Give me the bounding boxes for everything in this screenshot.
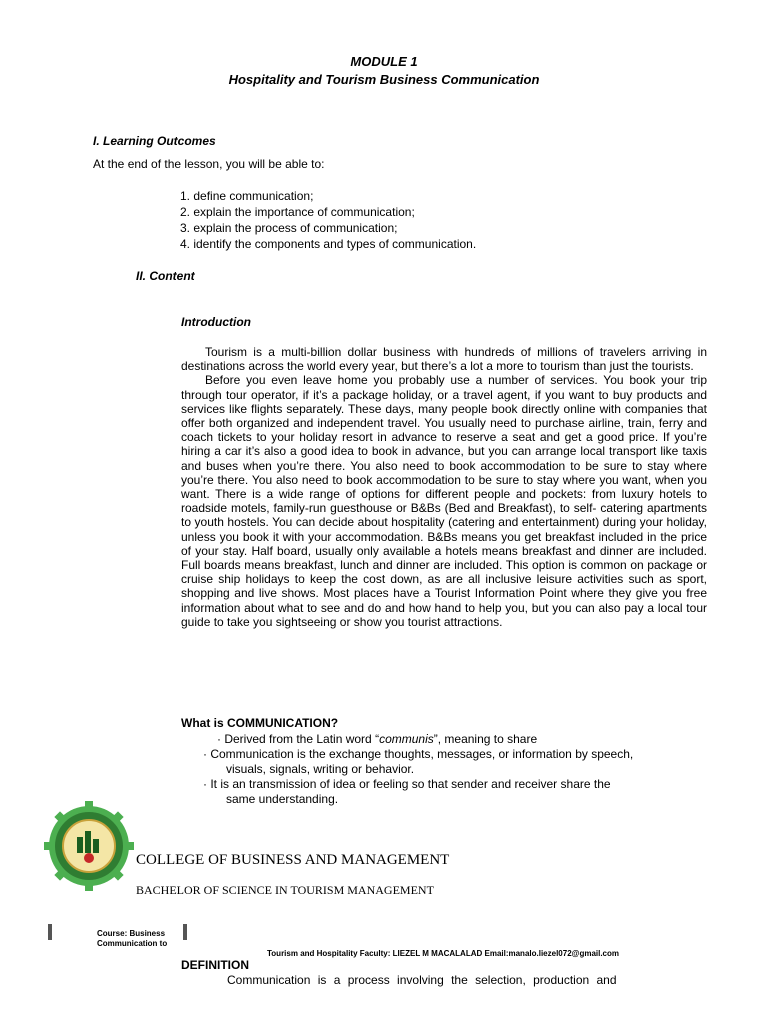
definition-heading: DEFINITION <box>181 958 249 972</box>
module-number: MODULE 1 <box>350 54 418 69</box>
decorative-bar <box>183 924 187 940</box>
program-name: BACHELOR OF SCIENCE IN TOURISM MANAGEMENT <box>136 883 434 897</box>
bullet-transmission-cont: same understanding. <box>226 792 339 806</box>
learning-outcomes-intro: At the end of the lesson, you will be able to: <box>93 157 325 171</box>
introduction-paragraph-2: Before you even leave home you probably use a number of services. You book your trip through tour operator, if it’s a package holiday, or a travel agent, if you want to buy products and services like flights separately. These days, many people book directly online with companies that offer both organized and independent travel. You usually need to purchase airline, train, ferry and coach tickets to your holiday resort in advance to reserve a seat and get a good price. If you’re hiring a car it’s also a good idea to book in advance, but you can arrange local transport like taxis and buses when you’re there. You also need to book accommodation to be sure to stay where you’re there. You also need to book accommodation to be sure to stay where you want, when you want. There is a wide range of options for different people and pockets: from luxury hotels to roadside motels, family-run guesthouse or B&Bs (Bed and Breakfast), to self- catering apartments to youth hostels. You can decide about hospitality (catering and entertainment) during your holiday, unless you book it with your accommodation. B&Bs means you get breakfast included in the price of your stay. Half board, usually only available a hotels means breakfast and dinner are included. Full boards means breakfast, lunch and dinner are included. This option is common on package or cruise ship holidays to keep the cost down, as are all inclusive leisure activities such as sport, shopping and live shows. Most places have a Tourist Information Point where they give you free information about what to see and do and how hand to help you, but you can also pay a local tour guide to take you sightseeing or show you tourist attractions. <box>181 373 707 629</box>
list-item: 2. explain the importance of communication; <box>180 205 415 219</box>
bullet-exchange: · Communication is the exchange thoughts, messages, or information by speech, <box>203 747 634 761</box>
bullet-transmission: · It is an transmission of idea or feeling so that sender and receiver share the <box>203 777 611 791</box>
course-line: Communication to <box>97 939 168 948</box>
introduction-heading: Introduction <box>181 315 251 329</box>
list-item: 3. explain the process of communication; <box>180 221 398 235</box>
bullet-latin-origin <box>217 732 537 747</box>
latin-word: communis <box>379 732 434 746</box>
learning-outcomes-heading: I. Learning Outcomes <box>93 134 216 148</box>
list-item: 4. identify the components and types of communication. <box>180 237 477 251</box>
bullet-text: ”, meaning to share <box>433 732 538 746</box>
list-item: 1. define communication; <box>180 189 314 203</box>
content-heading: II. Content <box>136 269 195 283</box>
college-name: COLLEGE OF BUSINESS AND MANAGEMENT <box>136 852 450 868</box>
faculty-info: Tourism and Hospitality Faculty: LIEZEL M MACALALAD Email:manalo.liezel072@gmail.com <box>267 949 620 958</box>
course-line: Course: Business <box>97 929 166 938</box>
introduction-body <box>181 345 707 629</box>
learning-outcomes-list <box>180 188 476 252</box>
bullet-exchange-cont: visuals, signals, writing or behavior. <box>226 762 415 776</box>
module-title: Hospitality and Tourism Business Communication <box>228 72 540 87</box>
communication-heading: What is COMMUNICATION? <box>181 716 339 730</box>
college-seal-logo <box>44 801 134 891</box>
definition-text: Communication is a process involving the selection, production and <box>227 973 617 987</box>
bullet-text: · Derived from the Latin word “ <box>217 732 380 746</box>
decorative-bar <box>48 924 52 940</box>
course-label <box>97 929 167 949</box>
introduction-paragraph-1: Tourism is a multi-billion dollar business with hundreds of millions of travelers arriving in destinations across the world every year, but there’s a lot a more to tourism than just the tourists. <box>181 345 707 374</box>
